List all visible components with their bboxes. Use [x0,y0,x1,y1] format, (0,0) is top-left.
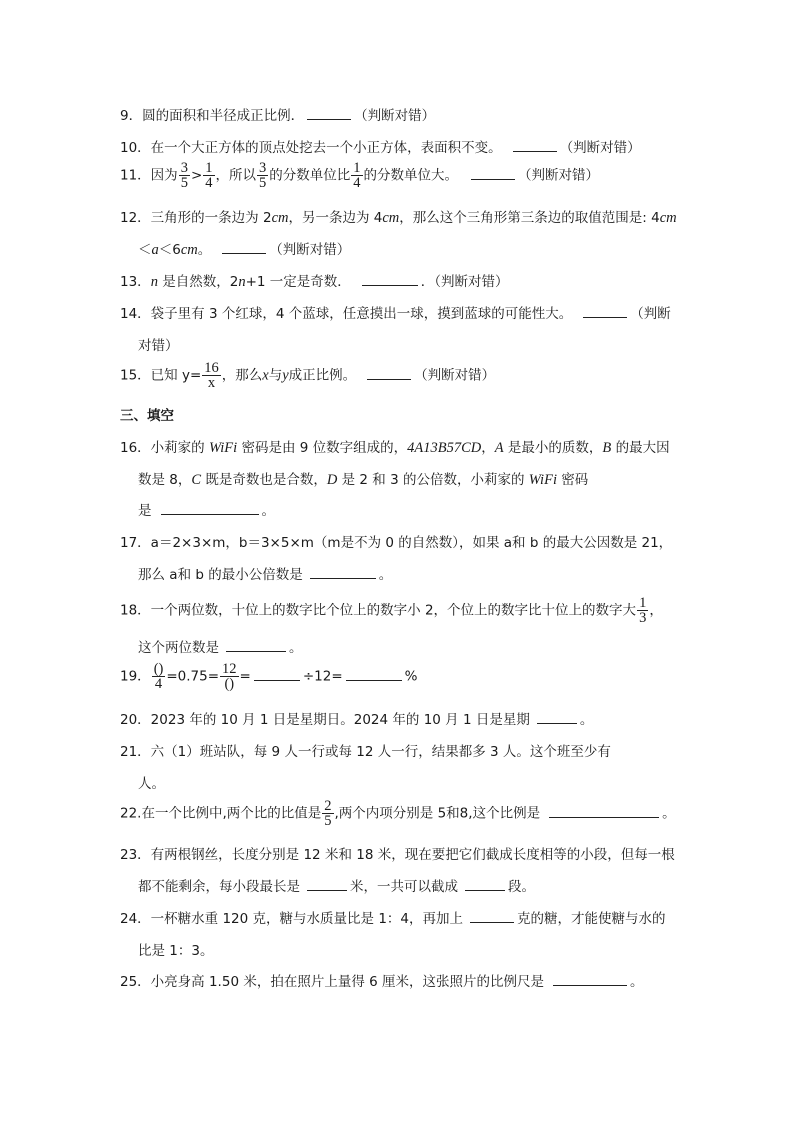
fraction: $\frac{3}{5}$ [180,160,188,191]
question-13 [120,270,509,291]
answer-blank[interactable] [307,876,347,891]
text: 。 [579,712,594,728]
text: 这个两位数是 [138,640,219,656]
question-21-line-2 [138,772,165,792]
variable: n [150,274,158,290]
code: 4A13B57CD [407,440,482,456]
text: ， [649,602,663,619]
judge-hint: （判断对错） [414,367,496,384]
question-18-line-2 [138,636,303,656]
unit: cm [382,210,400,226]
question-17-line-1 [120,531,672,551]
question-24-line-2 [138,939,213,959]
unit: cm [659,210,677,226]
variable: D [326,472,338,488]
judge-hint: （判断对错） [518,167,599,184]
text: 那么 a和 b 的最小公倍数是 [138,567,303,583]
answer-blank[interactable] [362,271,418,286]
text: 都不能剩余，每小段最长是 [138,879,300,895]
fraction: $\frac{12}{()}$ [222,661,237,692]
fraction: $\frac{1}{4}$ [353,160,361,191]
text: ，那么 [221,367,263,384]
question-16-line-3 [138,499,275,519]
text: =0.75= [166,668,220,685]
question-10 [120,136,641,156]
question-20-text: 20．2023 年的 10 月 1 日是星期日。2024 年的 10 月 1 日是星期 [120,712,530,728]
question-11-text: 11．因为 [120,167,178,184]
answer-blank[interactable] [553,971,627,986]
question-23-text: 23．有两根钢丝，长度分别是 12 米和 18 米，现在要把它们截成长度相等的小段，但每一根 [120,847,675,863]
fraction: $\frac{1}{4}$ [205,160,213,191]
text: ，所以 [215,167,256,184]
term: WiFi [528,472,557,488]
answer-blank[interactable] [222,239,266,254]
question-19 [120,662,418,691]
text: 。 [261,503,275,519]
question-14-line-1 [120,302,671,322]
text: 的分数单位大。 [363,167,458,184]
judge-hint: （判断对错） [354,108,436,124]
text: = [239,668,251,685]
fraction: $\frac{1}{3}$ [639,595,647,626]
text: +1 一定是奇数． [245,274,351,290]
question-23-line-2 [138,875,535,895]
judge-hint: （判断 [630,306,671,322]
text: 米，一共可以截成 [350,879,458,895]
question-16-text: 16．小莉家的 [120,440,209,456]
variable: x [262,367,269,384]
term: WiFi [208,440,238,456]
text: 。 [378,567,393,583]
question-17-text: 17．a＝2×3×m，b＝3×5×m（m是不为 0 的自然数），如果 a和 b 的最大公因数是 21， [120,535,673,551]
text: 成正比例。 [288,367,357,384]
question-number: 13． [120,274,151,290]
text: % [404,668,418,685]
fraction: $\frac{()}{4}$ [153,661,164,692]
text: 段。 [508,879,535,895]
variable: A [494,440,504,456]
answer-blank[interactable] [346,666,402,681]
question-25-text: 25．小亮身高 1.50 米，拍在照片上量得 6 厘米，这张照片的比例尺是 [120,974,544,990]
text: 。 [630,974,644,990]
text: 与 [268,367,283,384]
section-heading: 三、填空 [120,408,174,424]
question-21-line-1 [120,740,611,760]
text: 。 [289,640,303,656]
answer-blank[interactable] [470,908,514,923]
fraction: $\frac{2}{5}$ [324,798,332,829]
question-12-text: 12．三角形的一条边为 2 [120,210,272,226]
question-22-text: 22.在一个比例中,两个比的比值是 [120,805,322,822]
question-15-text: 15．已知 y= [120,367,202,384]
answer-blank[interactable] [367,365,411,380]
judge-hint: （判断对错） [559,140,641,156]
text: 克的糖，才能使糖与水的 [517,911,666,927]
text: 人。 [138,776,165,792]
text: 的分数单位比 [269,167,351,184]
question-23-line-1 [120,843,675,863]
question-14-line-2 [138,334,179,354]
question-11 [120,161,599,190]
question-25 [120,970,644,990]
fraction: $\frac{3}{5}$ [259,160,267,191]
question-22 [120,799,676,828]
text: 是自然数，2 [157,274,239,290]
question-18-line-1 [120,596,663,625]
text: ，另一条边为 4 [288,210,383,226]
text: ÷12= [302,668,343,685]
answer-blank[interactable] [549,803,659,818]
variable: y [282,367,289,384]
text: ＜6 [158,242,181,258]
question-14-text: 14．袋子里有 3 个红球，4 个蓝球，任意摸出一球，摸到蓝球的可能性大。 [120,306,573,322]
question-21-text: 21．六（1）班站队，每 9 人一行或每 12 人一行，结果都多 3 人。这个班至少有 [120,744,611,760]
answer-blank[interactable] [513,137,557,152]
text: ，那么这个三角形第三条边的取值范围是: 4 [399,210,660,226]
question-24-line-1 [120,907,666,927]
text: 。 [662,805,676,822]
question-12-line-2 [138,238,350,259]
unit: cm [271,210,289,226]
text: 数是 8， [138,472,192,488]
variable: C [191,472,202,488]
answer-blank[interactable] [471,165,515,180]
text: ,两个内项分别是 5和8,这个比例是 [334,805,541,822]
question-9-text: 9．圆的面积和半径成正比例． [120,108,305,124]
greater-sign: > [190,167,203,184]
text: 既是奇数也是合数， [201,472,327,488]
question-16-line-1 [120,436,670,457]
question-10-text: 10．在一个大正方体的顶点处挖去一个小正方体，表面积不变。 [120,140,502,156]
judge-hint: 对错） [138,338,179,354]
answer-blank[interactable] [307,105,351,120]
text: 比是 1：3。 [138,943,214,959]
variable: n [238,274,246,290]
text: ， [481,440,495,456]
variable: a [151,242,159,258]
answer-blank[interactable] [310,564,376,579]
answer-blank[interactable] [161,500,259,515]
text: 密码是由 9 位数字组成的， [237,440,408,456]
question-24-text: 24．一杯糖水重 120 克，糖与水质量比是 1：4，再加上 [120,911,463,927]
text: 是 2 和 3 的公倍数，小莉家的 [337,472,529,488]
text: 的最大因 [611,440,670,456]
text: 是 [138,503,152,519]
text: 。 [197,242,212,258]
judge-hint: ．（判断对错） [420,274,509,290]
question-9 [120,104,435,124]
question-16-line-2 [138,468,588,489]
less-sign: ＜ [138,242,152,258]
variable: B [602,440,612,456]
text: 是最小的质数， [503,440,603,456]
question-20 [120,708,593,728]
answer-blank[interactable] [537,709,577,724]
text: 密码 [556,472,589,488]
question-number: 19． [120,668,151,685]
question-17-line-2 [138,563,392,583]
question-12-line-1 [120,206,677,227]
judge-hint: （判断对错） [269,242,351,258]
question-18-text: 18．一个两位数，十位上的数字比个位上的数字小 2，个位上的数字比十位上的数字大 [120,602,637,619]
answer-blank[interactable] [583,303,627,318]
answer-blank[interactable] [254,666,300,681]
fraction: $\frac{16}{x}$ [204,360,219,391]
unit: cm [180,242,198,258]
question-15 [120,361,495,390]
answer-blank[interactable] [465,876,505,891]
answer-blank[interactable] [226,637,286,652]
